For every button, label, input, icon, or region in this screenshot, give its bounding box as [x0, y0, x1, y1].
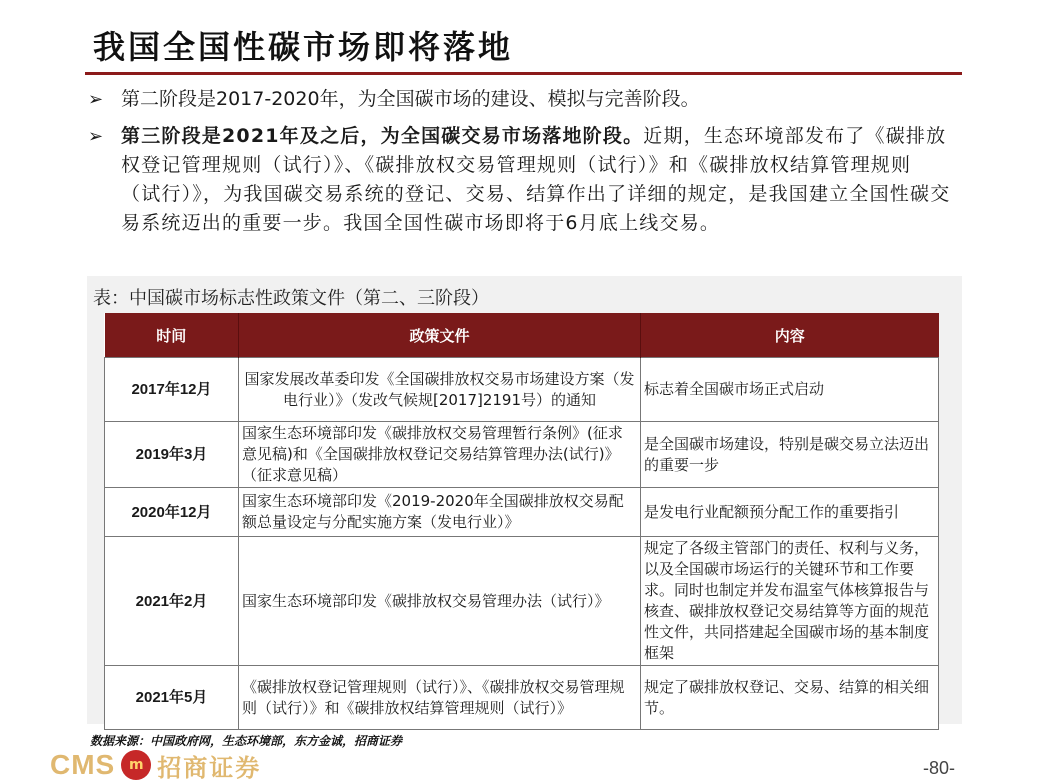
cell-content: 规定了碳排放权登记、交易、结算的相关细节。 — [641, 666, 939, 730]
cell-time: 2021年2月 — [105, 537, 239, 666]
logo-latin-text: CMS — [50, 749, 116, 780]
bullet-stage-two — [88, 85, 951, 114]
cell-content: 是发电行业配额预分配工作的重要指引 — [641, 488, 939, 537]
logo-emblem-icon: m — [121, 750, 151, 780]
table-header-row — [105, 313, 939, 358]
cell-policy: 《碳排放权登记管理规则（试行）》、《碳排放权交易管理规则（试行）》和《碳排放权结算管理规则（试行）》 — [239, 666, 641, 730]
cell-time: 2020年12月 — [105, 488, 239, 537]
cell-policy: 国家生态环境部印发《碳排放权交易管理暂行条例》(征求意见稿)和《全国碳排放权登记交易结算管理办法(试行)》（征求意见稿） — [239, 422, 641, 488]
page-number: -80- — [922, 758, 955, 778]
title-divider — [85, 72, 962, 75]
page-title: 我国全国性碳市场即将落地 — [93, 28, 514, 66]
table-caption: 表：中国碳市场标志性政策文件（第二、三阶段） — [93, 288, 489, 309]
cell-content: 规定了各级主管部门的责任、权利与义务，以及全国碳市场运行的关键环节和工作要求。同时也制定并发布温室气体核算报告与核查、碳排放权登记交易结算等方面的规范性文件，共同搭建起全国碳市场的基本制度框架 — [641, 537, 939, 666]
cell-policy: 国家发展改革委印发《全国碳排放权交易市场建设方案（发电行业）》（发改气候规[2017]2191号）的通知 — [239, 358, 641, 422]
table-row — [105, 537, 939, 666]
table-row — [105, 488, 939, 537]
table-row — [105, 422, 939, 488]
header-policy: 政策文件 — [239, 313, 641, 358]
bullet-body: 近期，生态环境部发布了《碳排放权登记管理规则（试行）》、《碳排放权交易管理规则（试行）》和《碳排放权结算管理规则（试行）》，为我国碳交易系统的登记、交易、结算作出了详细的规定，是我国建立全国性碳交易系统迈出的重要一步。我国全国性碳市场即将于6月底上线交易。 — [121, 125, 951, 234]
cell-content: 是全国碳市场建设，特别是碳交易立法迈出的重要一步 — [641, 422, 939, 488]
cell-time: 2019年3月 — [105, 422, 239, 488]
table-row — [105, 666, 939, 730]
logo-chinese-text: 招商证券 — [157, 753, 262, 782]
bullet-arrow-icon: ➢ — [88, 126, 104, 147]
bullet-text: 第二阶段是2017-2020年，为全国碳市场的建设、模拟与完善阶段。 — [121, 88, 700, 110]
header-time: 时间 — [105, 313, 239, 358]
cell-policy: 国家生态环境部印发《2019-2020年全国碳排放权交易配额总量设定与分配实施方案（发电行业）》 — [239, 488, 641, 537]
bullet-bold-lead: 第三阶段是2021年及之后，为全国碳交易市场落地阶段。 — [121, 125, 644, 147]
cell-time: 2021年5月 — [105, 666, 239, 730]
policy-table — [104, 313, 939, 730]
cell-content: 标志着全国碳市场正式启动 — [641, 358, 939, 422]
cell-policy: 国家生态环境部印发《碳排放权交易管理办法（试行）》 — [239, 537, 641, 666]
bullet-arrow-icon: ➢ — [88, 89, 104, 110]
data-source-note: 数据来源：中国政府网，生态环境部，东方金诚，招商证券 — [90, 734, 403, 748]
cell-time: 2017年12月 — [105, 358, 239, 422]
header-content: 内容 — [641, 313, 939, 358]
bullet-stage-three — [88, 122, 951, 238]
bullet-text — [121, 122, 951, 238]
table-row — [105, 358, 939, 422]
company-logo — [50, 748, 261, 782]
